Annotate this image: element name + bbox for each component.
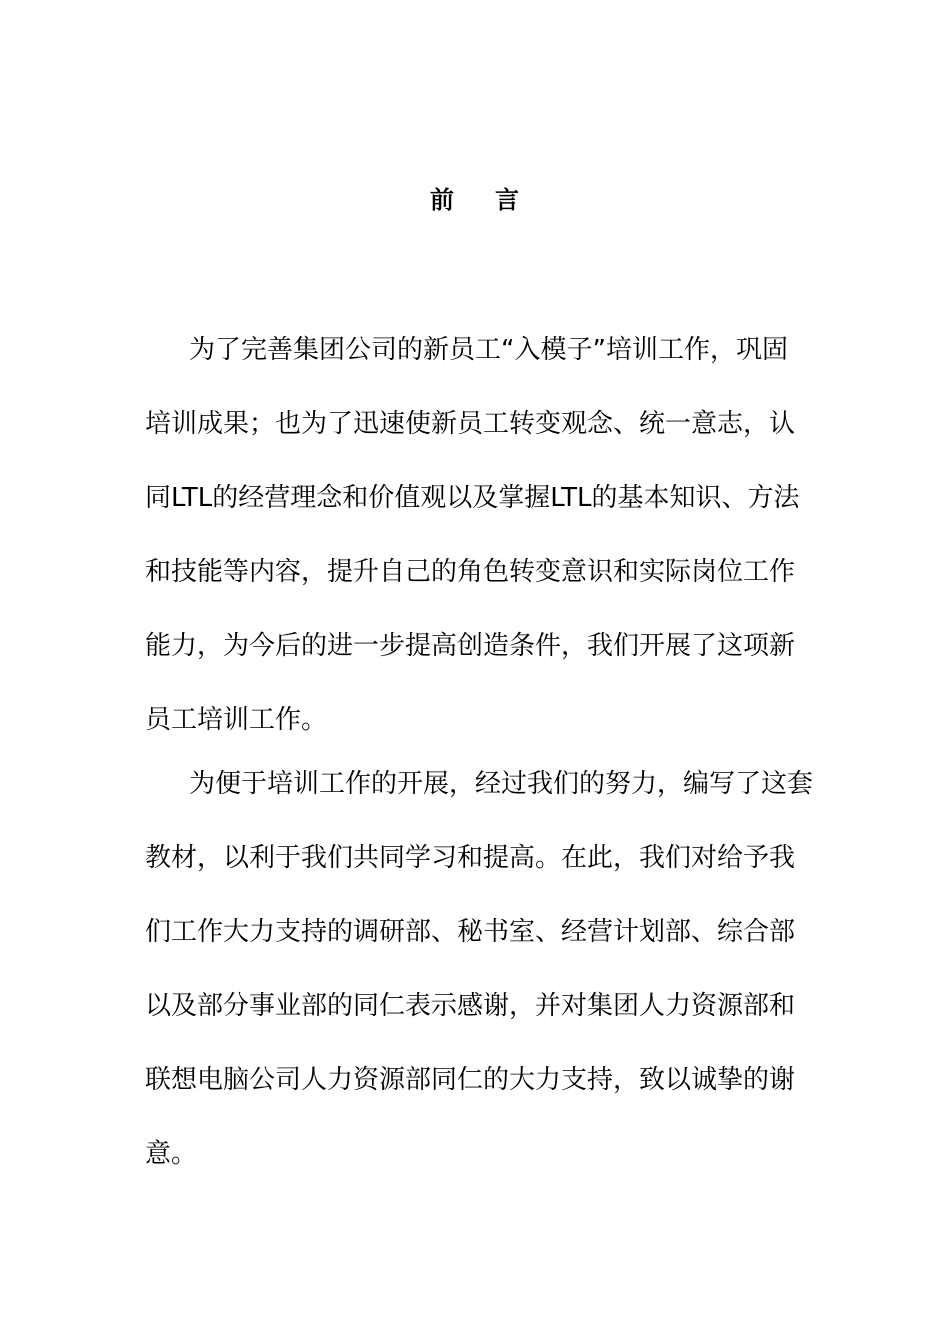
title-char-2: 言 [495,186,520,214]
paragraph-2-line-5: 联想电脑公司人力资源部同仁的大力支持，致以诚挚的谢 [145,1065,796,1095]
paragraph-2-line-2: 教材，以利于我们共同学习和提高。在此，我们对给予我 [145,843,796,873]
paragraph-2-line-1: 为便于培训工作的开展，经过我们的努力，编写了这套 [189,769,814,799]
paragraph-2-line-4: 以及部分事业部的同仁表示感谢，并对集团人力资源部和 [145,991,796,1021]
paragraph-1-line-1: 为了完善集团公司的新员工“入模子”培训工作，巩固 [189,335,788,365]
paragraph-1-line-5: 能力，为今后的进一步提高创造条件，我们开展了这项新 [145,631,796,661]
paragraph-2-line-3: 们工作大力支持的调研部、秘书室、经营计划部、综合部 [145,917,796,947]
page-title [0,182,950,218]
title-char-1: 前 [430,186,455,214]
paragraph-1-line-4: 和技能等内容，提升自己的角色转变意识和实际岗位工作 [145,557,796,587]
paragraph-2-line-6: 意。 [145,1139,198,1169]
paragraph-1-line-6: 员工培训工作。 [145,705,328,735]
paragraph-1-line-3: 同LTL的经营理念和价值观以及掌握LTL的基本知识、方法 [145,483,800,513]
paragraph-1-line-2: 培训成果；也为了迅速使新员工转变观念、统一意志，认 [145,409,796,439]
